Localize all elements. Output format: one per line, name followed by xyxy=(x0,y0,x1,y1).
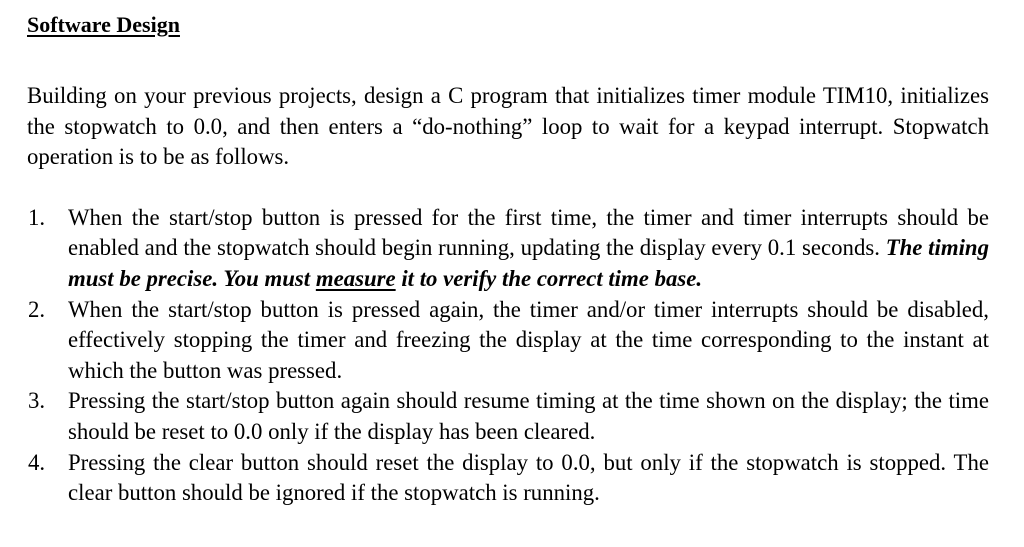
item-number: 2. xyxy=(28,296,46,322)
item-text: Pressing the clear button should reset the display to 0.0, but only if the stopwatch is stopped. The clear button should be ignored if the stopwatch is running. xyxy=(68,449,989,506)
document-page xyxy=(27,10,989,509)
list-item xyxy=(27,295,989,387)
item-text xyxy=(68,203,989,295)
item-text-plain: When the start/stop button is pressed for the first time, the timer and timer interrupts should be enabled and the stopwatch should begin running, updating the display every 0.1 seconds. xyxy=(68,204,989,261)
emphasis-part-1: The timing must be precise. You must xyxy=(68,235,989,291)
list-item xyxy=(27,203,989,295)
item-number: 3. xyxy=(28,388,46,414)
section-heading: Software Design xyxy=(27,12,180,37)
emphasis-underlined: measure xyxy=(315,265,396,291)
item-number: 1. xyxy=(28,204,46,230)
list-item xyxy=(27,448,989,509)
emphasis-part-2: it to verify the correct time base. xyxy=(395,265,703,291)
item-text: Pressing the start/stop button again should resume timing at the time shown on the display; the time should be reset to 0.0 only if the display has been cleared. xyxy=(68,388,989,444)
operation-steps-list xyxy=(27,203,989,509)
item-number: 4. xyxy=(28,449,46,475)
item-text: When the start/stop button is pressed again, the timer and/or timer interrupts should be disabled, effectively stopping the timer and freezing the display at the time corresponding to the instant at which the button was pressed. xyxy=(68,296,989,383)
intro-paragraph: Building on your previous projects, design a C program that initializes timer module TIM10, initializes the stopwatch to 0.0, and then enters a “do-nothing” loop to wait for a keypad interrupt. Stopwatch operation is to be as follows. xyxy=(27,83,989,170)
list-item xyxy=(27,386,989,447)
